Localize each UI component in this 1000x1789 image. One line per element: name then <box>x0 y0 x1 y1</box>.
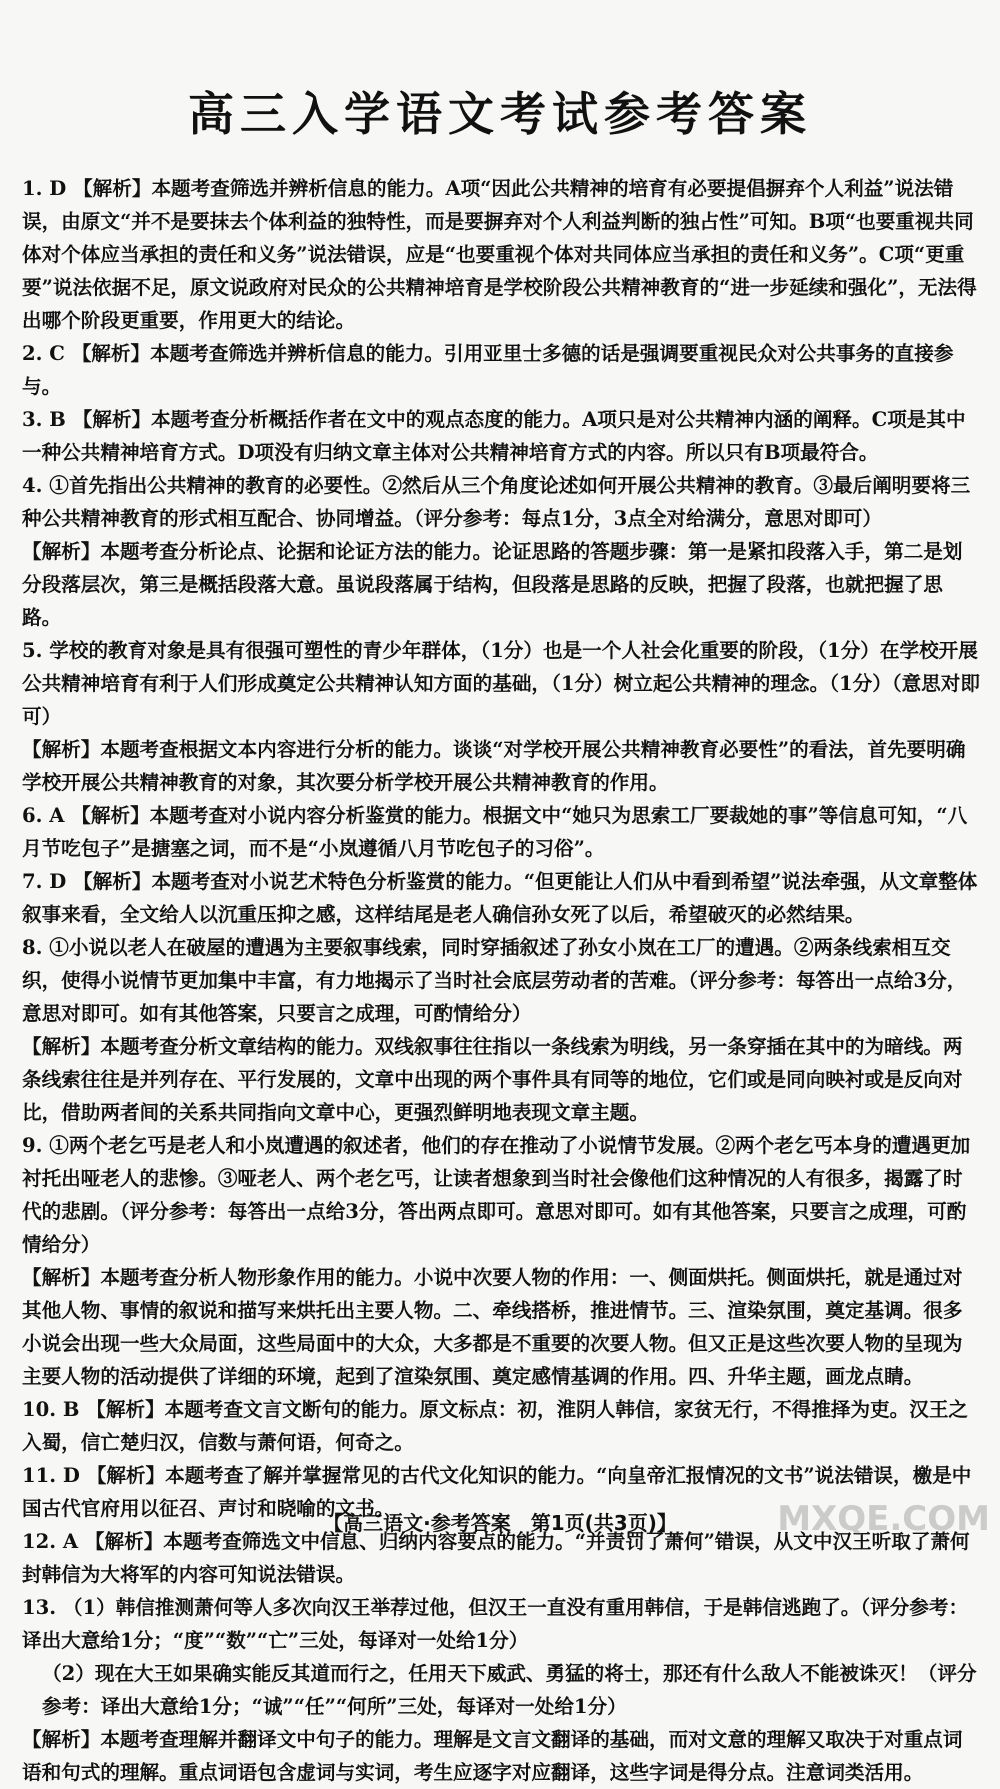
analysis-8: 【解析】本题考查分析文章结构的能力。双线叙事往往指以一条线索为明线，另一条穿插在其中的为暗线。两条线索往往是并列存在、平行发展的，文章中出现的两个事件具有同等的地位，它们或是同向映衬或是反向对比，借助两者间的关系共同指向文章中心，更强烈鲜明地表现文章主题。 <box>22 1035 963 1124</box>
answer-11: 11. D 【解析】本题考查了解并掌握常见的古代文化知识的能力。“向皇帝汇报情况的文书”说法错误，檄是中国古代官府用以征召、声讨和晓喻的文书。 <box>22 1464 972 1520</box>
analysis-13: 【解析】本题考查理解并翻译文中句子的能力。理解是文言文翻译的基础，而对文意的理解又取决于对重点词语和句式的理解。重点词语包含虚词与实词，考生应逐字对应翻译，这些字词是得分点。注意词类活用。 <box>22 1728 963 1784</box>
answer-3: 3. B 【解析】本题考查分析概括作者在文中的观点态度的能力。A项只是对公共精神内涵的阐释。C项是其中一种公共精神培育方式。D项没有归纳文章主体对公共精神培育方式的内容。所以只有B项最符合。 <box>22 408 966 464</box>
answer-13-2: （2）现在大王如果确实能反其道而行之，任用天下威武、勇猛的将士，那还有什么敌人不能被诛灭！（评分参考：译出大意给1分；“诚”“任”“何所”三处，每译对一处给1分） <box>42 1662 977 1718</box>
answer-9: 9. ①两个老乞丐是老人和小岚遭遇的叙述者，他们的存在推动了小说情节发展。②两个老乞丐本身的遭遇更加衬托出哑老人的悲惨。③哑老人、两个老乞丐，让读者想象到当时社会像他们这种情况的人有很多，揭露了时代的悲剧。（评分参考：每答出一点给3分，答出两点即可。意思对即可。如有其他答案，只要言之成理，可酌情给分） <box>22 1134 971 1256</box>
answer-5: 5. 学校的教育对象是具有很强可塑性的青少年群体，（1分）也是一个人社会化重要的阶段，（1分）在学校开展公共精神培育有利于人们形成奠定公共精神认知方面的基础，（1分）树立起公共精神的理念。（1分）（意思对即可） <box>22 639 980 728</box>
answer-13-1: 13. （1）韩信推测萧何等人多次向汉王举荐过他，但汉王一直没有重用韩信，于是韩信逃跑了。（评分参考：译出大意给1分；“度”“数”“亡”三处，每译对一处给1分） <box>22 1596 969 1652</box>
page-footer: 【高三语文·参考答案 第1页(共3页)】 <box>323 1511 677 1535</box>
answer-7: 7. D 【解析】本题考查对小说艺术特色分析鉴赏的能力。“但更能让人们从中看到希望”说法牵强，从文章整体叙事来看，全文给人以沉重压抑之感，这样结尾是老人确信孙女死了以后，希望破灭的必然结果。 <box>22 870 978 926</box>
answer-8: 8. ①小说以老人在破屋的遭遇为主要叙事线索，同时穿插叙述了孙女小岚在工厂的遭遇。②两条线索相互交织，使得小说情节更加集中丰富，有力地揭示了当时社会底层劳动者的苦难。（评分参考：每答出一点给3分，意思对即可。如有其他答案，只要言之成理，可酌情给分） <box>22 936 967 1025</box>
analysis-4: 【解析】本题考查分析论点、论据和论证方法的能力。论证思路的答题步骤：第一是紧扣段落入手，第二是划分段落层次，第三是概括段落大意。虽说段落属于结构，但段落是思路的反映，把握了段落，也就把握了思路。 <box>22 540 963 629</box>
page-title: 高三入学语文考试参考答案 <box>188 87 812 141</box>
answer-content <box>22 172 982 1789</box>
analysis-9: 【解析】本题考查分析人物形象作用的能力。小说中次要人物的作用：一、侧面烘托。侧面烘托，就是通过对其他人物、事情的叙说和描写来烘托出主要人物。二、牵线搭桥，推进情节。三、渲染氛围，奠定基调。很多小说会出现一些大众局面，这些局面中的大众，大多都是不重要的次要人物。但又正是这些次要人物的呈现为主要人物的活动提供了详细的环境，起到了渲染氛围、奠定感情基调的作用。四、升华主题，画龙点睛。 <box>22 1266 963 1388</box>
answer-1: 1. D 【解析】本题考查筛选并辨析信息的能力。A项“因此公共精神的培育有必要提倡摒弃个人利益”说法错误，由原文“并不是要抹去个体利益的独特性，而是要摒弃对个人利益判断的独占性”可知。B项“也要重视共同体对个体应当承担的责任和义务”说法错误，应是“也要重视个体对共同体应当承担的责任和义务”。C项“更重要”说法依据不足，原文说政府对民众的公共精神培育是学校阶段公共精神教育的“进一步延续和强化”，无法得出哪个阶段更重要，作用更大的结论。 <box>22 177 977 332</box>
watermark: MXQE.COM <box>777 1499 990 1539</box>
answer-6: 6. A 【解析】本题考查对小说内容分析鉴赏的能力。根据文中“她只为思索工厂要裁她的事”等信息可知，“八月节吃包子”是搪塞之词，而不是“小岚遵循八月节吃包子的习俗”。 <box>22 804 968 860</box>
analysis-5: 【解析】本题考查根据文本内容进行分析的能力。谈谈“对学校开展公共精神教育必要性”的看法，首先要明确学校开展公共精神教育的对象，其次要分析学校开展公共精神教育的作用。 <box>22 738 966 794</box>
answer-2: 2. C 【解析】本题考查筛选并辨析信息的能力。引用亚里士多德的话是强调要重视民众对公共事务的直接参与。 <box>22 342 954 398</box>
answer-4: 4. ①首先指出公共精神的教育的必要性。②然后从三个角度论述如何开展公共精神的教育。③最后阐明要将三种公共精神教育的形式相互配合、协同增益。（评分参考：每点1分，3点全对给满分，意思对即可） <box>22 474 971 530</box>
answer-12: 12. A 【解析】本题考查筛选文中信息、归纳内容要点的能力。“并责罚了萧何”错误，从文中汉王听取了萧何封韩信为大将军的内容可知说法错误。 <box>22 1530 970 1586</box>
answer-10: 10. B 【解析】本题考查文言文断句的能力。原文标点：初，淮阴人韩信，家贫无行，不得推择为吏。汉王之入蜀，信亡楚归汉，信数与萧何语，何奇之。 <box>22 1398 969 1454</box>
